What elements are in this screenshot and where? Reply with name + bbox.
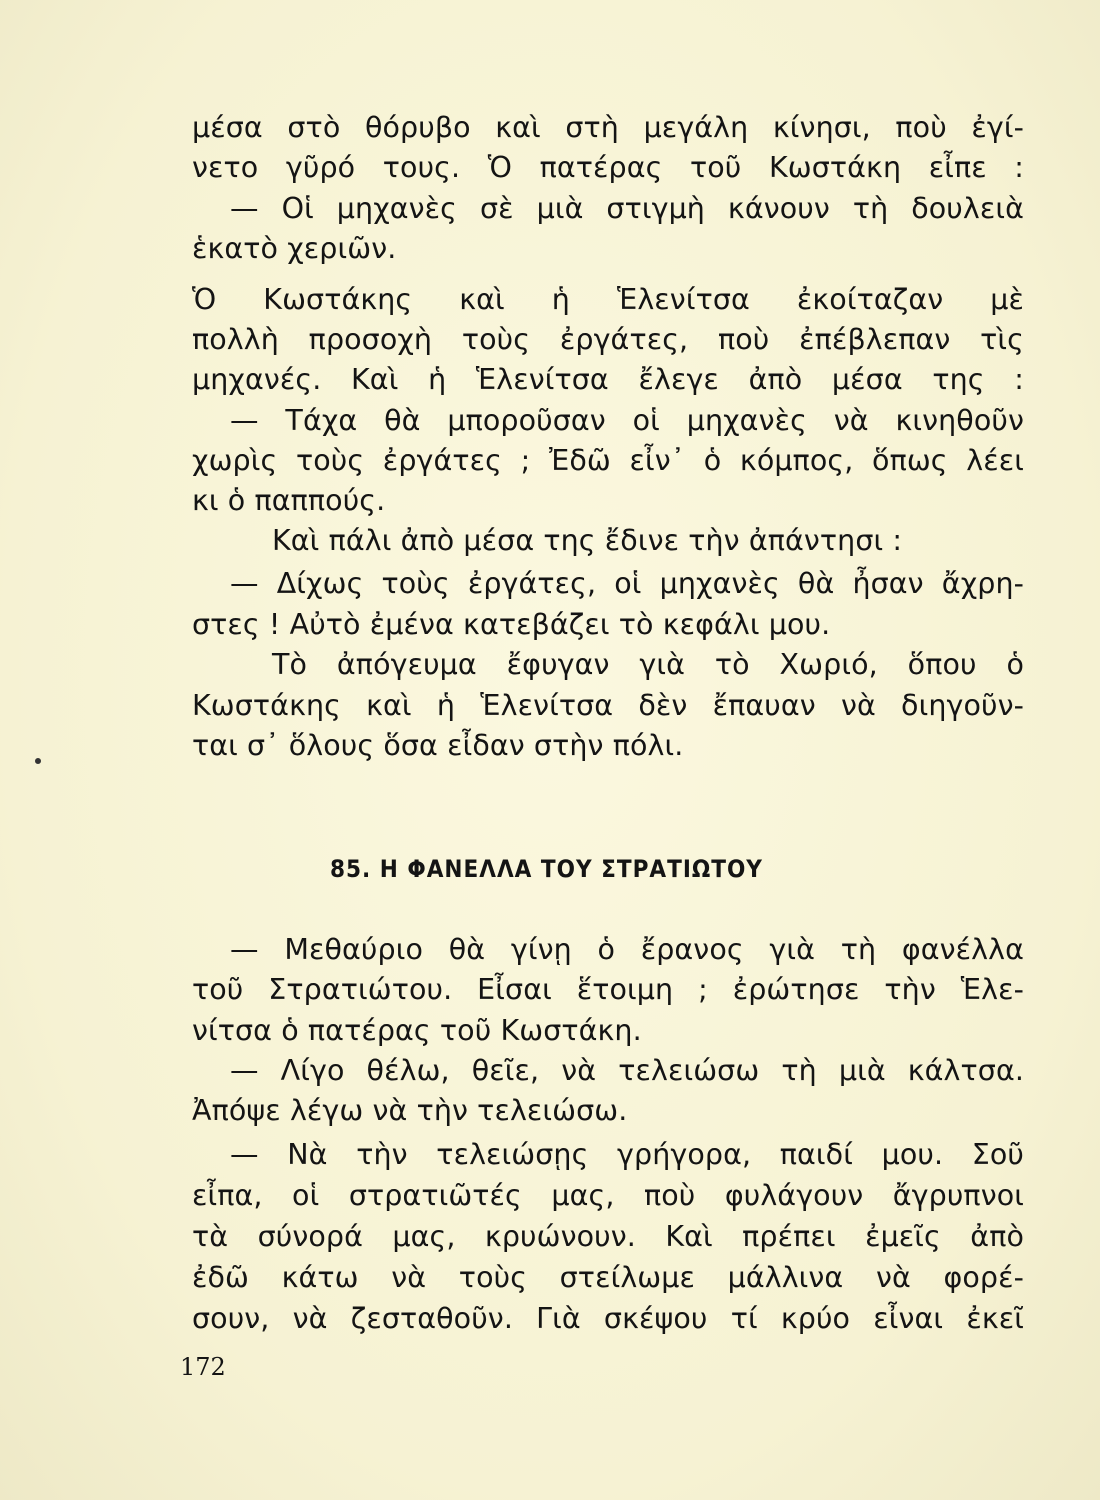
text-line: σουν, νὰ ζεσταθοῦν. Γιὰ σκέψου τί κρύο εἶναι ἐκεῖ	[192, 1302, 1024, 1335]
text-line: νίτσα ὁ πατέρας τοῦ Κωστάκη.	[192, 1014, 642, 1047]
page-number: 172	[180, 1353, 226, 1381]
ink-speck	[35, 758, 41, 764]
text-line: χωρὶς τοὺς ἐργάτες ; Ἐδῶ εἶν᾽ ὁ κόμπος, ὅπως λέει	[192, 444, 1024, 477]
text-line: Ἀπόψε λέγω νὰ τὴν τελειώσω.	[192, 1094, 628, 1127]
text-line: τὰ σύνορά μας, κρυώνουν. Καὶ πρέπει ἐμεῖς ἀπὸ	[192, 1220, 1024, 1253]
dialogue-line: — Δίχως τοὺς ἐργάτες, οἱ μηχανὲς θὰ ἦσαν ἄχρη-	[230, 567, 1024, 600]
text-line: εἶπα, οἱ στρατιῶτές μας, ποὺ φυλάγουν ἄγρυπνοι	[192, 1179, 1024, 1212]
text-line: Ὁ Κωστάκης καὶ ἡ Ἑλενίτσα ἐκοίταζαν μὲ	[192, 283, 1024, 316]
text-line: τοῦ Στρατιώτου. Εἶσαι ἕτοιμη ; ἐρώτησε τὴν Ἑλε-	[192, 973, 1024, 1006]
dialogue-line: — Οἱ μηχανὲς σὲ μιὰ στιγμὴ κάνουν τὴ δουλειὰ	[230, 192, 1024, 225]
dialogue-line: — Νὰ τὴν τελειώσῃς γρήγορα, παιδί μου. Σοῦ	[230, 1138, 1024, 1171]
text-line: ται σ᾽ ὅλους ὅσα εἶδαν στὴν πόλι.	[192, 729, 684, 762]
chapter-heading: 85. Η ΦΑΝΕΛΛΑ ΤΟΥ ΣΤΡΑΤΙΩΤΟΥ	[330, 855, 763, 883]
dialogue-line: — Τάχα θὰ μποροῦσαν οἱ μηχανὲς νὰ κινηθοῦν	[230, 404, 1024, 437]
text-line: πολλὴ προσοχὴ τοὺς ἐργάτες, ποὺ ἐπέβλεπαν τὶς	[192, 323, 1024, 356]
dialogue-line: — Λίγο θέλω, θεῖε, νὰ τελειώσω τὴ μιὰ κάλτσα.	[230, 1054, 1024, 1087]
text-line: κι ὁ παππούς.	[192, 484, 386, 517]
text-line: Τὸ ἀπόγευμα ἔφυγαν γιὰ τὸ Χωριό, ὅπου ὁ	[272, 648, 1024, 681]
text-line: στες ! Αὐτὸ ἐμένα κατεβάζει τὸ κεφάλι μου.	[192, 608, 831, 641]
text-line: μηχανές. Καὶ ἡ Ἑλενίτσα ἔλεγε ἀπὸ μέσα της :	[192, 363, 1024, 396]
dialogue-line: — Μεθαύριο θὰ γίνῃ ὁ ἔρανος γιὰ τὴ φανέλλα	[230, 933, 1024, 966]
text-line: ἑκατὸ χεριῶν.	[192, 232, 397, 265]
text-line: νετο γῦρό τους. Ὁ πατέρας τοῦ Κωστάκη εἶπε :	[192, 151, 1024, 184]
text-line: Καὶ πάλι ἀπὸ μέσα της ἔδινε τὴν ἀπάντησι :	[272, 524, 903, 557]
text-line: μέσα στὸ θόρυβο καὶ στὴ μεγάλη κίνησι, ποὺ ἐγί-	[192, 111, 1024, 144]
text-line: ἐδῶ κάτω νὰ τοὺς στείλωμε μάλλινα νὰ φορέ-	[192, 1261, 1024, 1294]
text-line: Κωστάκης καὶ ἡ Ἑλενίτσα δὲν ἔπαυαν νὰ διηγοῦν-	[192, 689, 1024, 722]
